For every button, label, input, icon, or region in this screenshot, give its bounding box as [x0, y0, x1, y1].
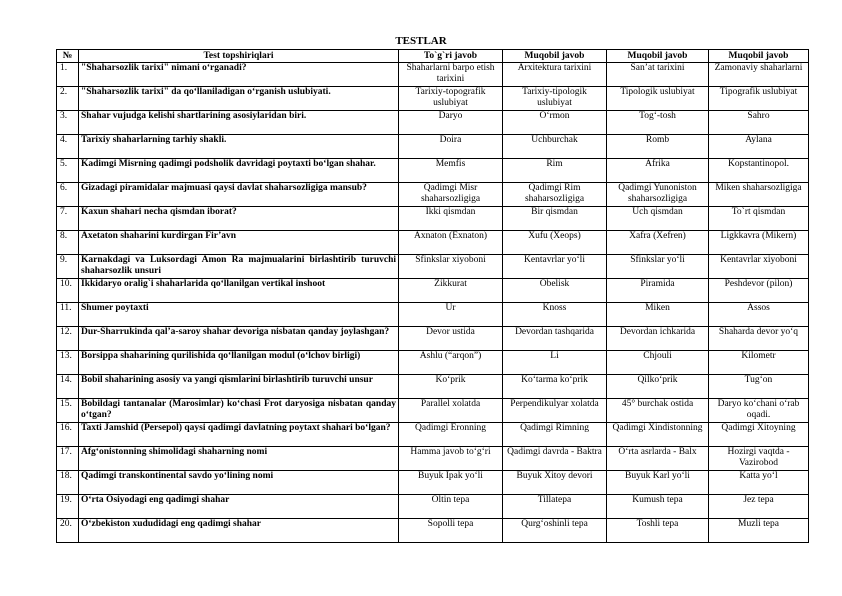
alternative-answer-1-cell: Li — [503, 351, 607, 375]
alternative-answer-1-cell: Qadimgi Rimning — [503, 423, 607, 447]
alternative-answer-3-cell: Ligkkavra (Mikern) — [709, 231, 809, 255]
table-row — [57, 351, 809, 375]
alternative-answer-1-cell: Buyuk Xitoy devori — [503, 471, 607, 495]
alternative-answer-2-cell: Qilko‘prik — [607, 375, 709, 399]
question-cell: Qadimgi transkontinental savdo yo‘lining nomi — [79, 471, 399, 495]
header-alternative-answer-1: Muqobil javob — [503, 50, 607, 63]
table-row — [57, 303, 809, 327]
alternative-answer-3-cell: Peshdevor (pilon) — [709, 279, 809, 303]
row-number-cell: 3. — [57, 111, 79, 135]
correct-answer-cell: Memfis — [399, 159, 503, 183]
table-row — [57, 111, 809, 135]
alternative-answer-3-cell: Tipografik uslubiyat — [709, 87, 809, 111]
alternative-answer-3-cell: Hozirgi vaqtda - Vazirobod — [709, 447, 809, 471]
row-number-cell: 16. — [57, 423, 79, 447]
page-title: TESTLAR — [395, 35, 447, 47]
alternative-answer-2-cell: Qadimgi Xindistonning — [607, 423, 709, 447]
correct-answer-cell: Qadimgi Misr shaharsozligiga — [399, 183, 503, 207]
alternative-answer-2-cell: 45° burchak ostida — [607, 399, 709, 423]
alternative-answer-3-cell: Shaharda devor yo‘q — [709, 327, 809, 351]
row-number-cell: 12. — [57, 327, 79, 351]
correct-answer-cell: Ko‘prik — [399, 375, 503, 399]
table-row — [57, 375, 809, 399]
row-number-cell: 4. — [57, 135, 79, 159]
alternative-answer-2-cell: O‘rta asrlarda - Balx — [607, 447, 709, 471]
alternative-answer-3-cell: Zamonaviy shaharlarni — [709, 63, 809, 87]
header-alternative-answer-3: Muqobil javob — [709, 50, 809, 63]
question-cell: "Shaharsozlik tarixi" da qo‘llaniladigan o‘rganish uslubiyati. — [79, 87, 399, 111]
table-row — [57, 231, 809, 255]
alternative-answer-1-cell: Knoss — [503, 303, 607, 327]
alternative-answer-2-cell: Kumush tepa — [607, 495, 709, 519]
correct-answer-cell: Parallel xolatda — [399, 399, 503, 423]
table-row — [57, 327, 809, 351]
alternative-answer-3-cell: Daryo ko‘chani o‘rab oqadi. — [709, 399, 809, 423]
alternative-answer-3-cell: Miken shaharsozligiga — [709, 183, 809, 207]
table-row — [57, 183, 809, 207]
alternative-answer-1-cell: Kentavrlar yo‘li — [503, 255, 607, 279]
correct-answer-cell: Ikki qismdan — [399, 207, 503, 231]
table-header — [57, 50, 809, 63]
alternative-answer-2-cell: Miken — [607, 303, 709, 327]
alternative-answer-1-cell: Qurg‘oshinli tepa — [503, 519, 607, 543]
alternative-answer-3-cell: Jez tepa — [709, 495, 809, 519]
question-cell: Bobildagi tantanalar (Marosimlar) ko‘chasi Frot daryosiga nisbatan qanday o‘tgan? — [79, 399, 399, 423]
question-cell: Bobil shaharining asosiy va yangi qismlarini birlashtirib turuvchi unsur — [79, 375, 399, 399]
alternative-answer-3-cell: Kilometr — [709, 351, 809, 375]
correct-answer-cell: Buyuk Ipak yo‘li — [399, 471, 503, 495]
question-cell: Ikkidaryo oralig`i shaharlarida qo‘llanilgan vertikal inshoot — [79, 279, 399, 303]
table-row — [57, 87, 809, 111]
table-body — [57, 63, 809, 543]
alternative-answer-3-cell: Assos — [709, 303, 809, 327]
alternative-answer-2-cell: Chjouli — [607, 351, 709, 375]
alternative-answer-3-cell: Katta yo‘l — [709, 471, 809, 495]
table-row — [57, 495, 809, 519]
table-row — [57, 519, 809, 543]
row-number-cell: 14. — [57, 375, 79, 399]
table-row — [57, 279, 809, 303]
alternative-answer-3-cell: Sahro — [709, 111, 809, 135]
correct-answer-cell: Tarixiy-topografik uslubiyat — [399, 87, 503, 111]
correct-answer-cell: Oltin tepa — [399, 495, 503, 519]
question-cell: O‘rta Osiyodagi eng qadimgi shahar — [79, 495, 399, 519]
correct-answer-cell: Hamma javob to‘g‘ri — [399, 447, 503, 471]
alternative-answer-2-cell: Sfinkslar yo‘li — [607, 255, 709, 279]
row-number-cell: 17. — [57, 447, 79, 471]
alternative-answer-3-cell: Aylana — [709, 135, 809, 159]
correct-answer-cell: Ashlu (“arqon”) — [399, 351, 503, 375]
correct-answer-cell: Axnaton (Exnaton) — [399, 231, 503, 255]
row-number-cell: 20. — [57, 519, 79, 543]
row-number-cell: 10. — [57, 279, 79, 303]
row-number-cell: 1. — [57, 63, 79, 87]
header-number: № — [57, 50, 79, 63]
table-row — [57, 399, 809, 423]
alternative-answer-1-cell: Qadimgi Rim shaharsozligiga — [503, 183, 607, 207]
alternative-answer-1-cell: Perpendikulyar xolatda — [503, 399, 607, 423]
test-table — [56, 49, 809, 543]
alternative-answer-2-cell: Toshli tepa — [607, 519, 709, 543]
alternative-answer-1-cell: Arxitektura tarixini — [503, 63, 607, 87]
alternative-answer-1-cell: Obelisk — [503, 279, 607, 303]
correct-answer-cell: Devor ustida — [399, 327, 503, 351]
alternative-answer-2-cell: Uch qismdan — [607, 207, 709, 231]
alternative-answer-2-cell: Xafra (Xefren) — [607, 231, 709, 255]
alternative-answer-1-cell: Tarixiy-tipologik uslubiyat — [503, 87, 607, 111]
table-row — [57, 135, 809, 159]
row-number-cell: 8. — [57, 231, 79, 255]
alternative-answer-1-cell: Tillatepa — [503, 495, 607, 519]
row-number-cell: 11. — [57, 303, 79, 327]
question-cell: Afg‘onistonning shimolidagi shaharning nomi — [79, 447, 399, 471]
question-cell: Tarixiy shaharlarning tarhiy shakli. — [79, 135, 399, 159]
header-row — [57, 50, 809, 63]
question-cell: Dur-Sharrukinda qal’a-saroy shahar devoriga nisbatan qanday joylashgan? — [79, 327, 399, 351]
correct-answer-cell: Sfinkslar xiyoboni — [399, 255, 503, 279]
alternative-answer-3-cell: Tug‘on — [709, 375, 809, 399]
alternative-answer-2-cell: Tipologik uslubiyat — [607, 87, 709, 111]
question-cell: Taxti Jamshid (Persepol) qaysi qadimgi davlatning poytaxt shahari bo‘lgan? — [79, 423, 399, 447]
alternative-answer-3-cell: Kopstantinopol. — [709, 159, 809, 183]
alternative-answer-2-cell: Piramida — [607, 279, 709, 303]
alternative-answer-2-cell: Tog‘-tosh — [607, 111, 709, 135]
header-alternative-answer-2: Muqobil javob — [607, 50, 709, 63]
row-number-cell: 19. — [57, 495, 79, 519]
alternative-answer-2-cell: Afrika — [607, 159, 709, 183]
row-number-cell: 13. — [57, 351, 79, 375]
header-correct-answer: To`g`ri javob — [399, 50, 503, 63]
table-row — [57, 159, 809, 183]
question-cell: "Shaharsozlik tarixi" nimani o‘rganadi? — [79, 63, 399, 87]
alternative-answer-1-cell: Rim — [503, 159, 607, 183]
alternative-answer-2-cell: San’at tarixini — [607, 63, 709, 87]
question-cell: Kaxun shahari necha qismdan iborat? — [79, 207, 399, 231]
row-number-cell: 7. — [57, 207, 79, 231]
correct-answer-cell: Sopolli tepa — [399, 519, 503, 543]
header-question: Test topshiriqlari — [79, 50, 399, 63]
table-row — [57, 63, 809, 87]
alternative-answer-3-cell: To`rt qismdan — [709, 207, 809, 231]
row-number-cell: 6. — [57, 183, 79, 207]
alternative-answer-1-cell: Qadimgi davrda - Baktra — [503, 447, 607, 471]
alternative-answer-1-cell: Xufu (Xeops) — [503, 231, 607, 255]
alternative-answer-2-cell: Romb — [607, 135, 709, 159]
table-row — [57, 207, 809, 231]
alternative-answer-1-cell: Devordan tashqarida — [503, 327, 607, 351]
question-cell: O‘zbekiston xududidagi eng qadimgi shahar — [79, 519, 399, 543]
alternative-answer-2-cell: Buyuk Karl yo‘li — [607, 471, 709, 495]
alternative-answer-1-cell: Ko‘tarma ko‘prik — [503, 375, 607, 399]
alternative-answer-1-cell: Uchburchak — [503, 135, 607, 159]
question-cell: Kadimgi Misrning qadimgi podsholik davridagi poytaxti bo‘lgan shahar. — [79, 159, 399, 183]
row-number-cell: 2. — [57, 87, 79, 111]
table-row — [57, 471, 809, 495]
alternative-answer-3-cell: Muzli tepa — [709, 519, 809, 543]
row-number-cell: 15. — [57, 399, 79, 423]
correct-answer-cell: Qadimgi Eronning — [399, 423, 503, 447]
correct-answer-cell: Ur — [399, 303, 503, 327]
question-cell: Shahar vujudga kelishi shartlarining asosiylaridan biri. — [79, 111, 399, 135]
correct-answer-cell: Shaharlarni barpo etish tarixini — [399, 63, 503, 87]
row-number-cell: 5. — [57, 159, 79, 183]
question-cell: Axetaton shaharini kurdirgan Fir’avn — [79, 231, 399, 255]
question-cell: Borsippa shaharining qurilishida qo‘llanilgan modul (o‘lchov birligi) — [79, 351, 399, 375]
table-row — [57, 447, 809, 471]
correct-answer-cell: Zikkurat — [399, 279, 503, 303]
correct-answer-cell: Daryo — [399, 111, 503, 135]
question-cell: Gizadagi piramidalar majmuasi qaysi davlat shaharsozligiga mansub? — [79, 183, 399, 207]
table-row — [57, 255, 809, 279]
alternative-answer-2-cell: Qadimgi Yunoniston shaharsozligiga — [607, 183, 709, 207]
alternative-answer-1-cell: O‘rmon — [503, 111, 607, 135]
row-number-cell: 18. — [57, 471, 79, 495]
question-cell: Karnakdagi va Luksordagi Amon Ra majmualarini birlashtirib turuvchi shaharsozlik unsuri — [79, 255, 399, 279]
alternative-answer-2-cell: Devordan ichkarida — [607, 327, 709, 351]
question-cell: Shumer poytaxti — [79, 303, 399, 327]
correct-answer-cell: Doira — [399, 135, 503, 159]
row-number-cell: 9. — [57, 255, 79, 279]
alternative-answer-3-cell: Kentavrlar xiyoboni — [709, 255, 809, 279]
table-row — [57, 423, 809, 447]
alternative-answer-3-cell: Qadimgi Xitoyning — [709, 423, 809, 447]
alternative-answer-1-cell: Bir qismdan — [503, 207, 607, 231]
